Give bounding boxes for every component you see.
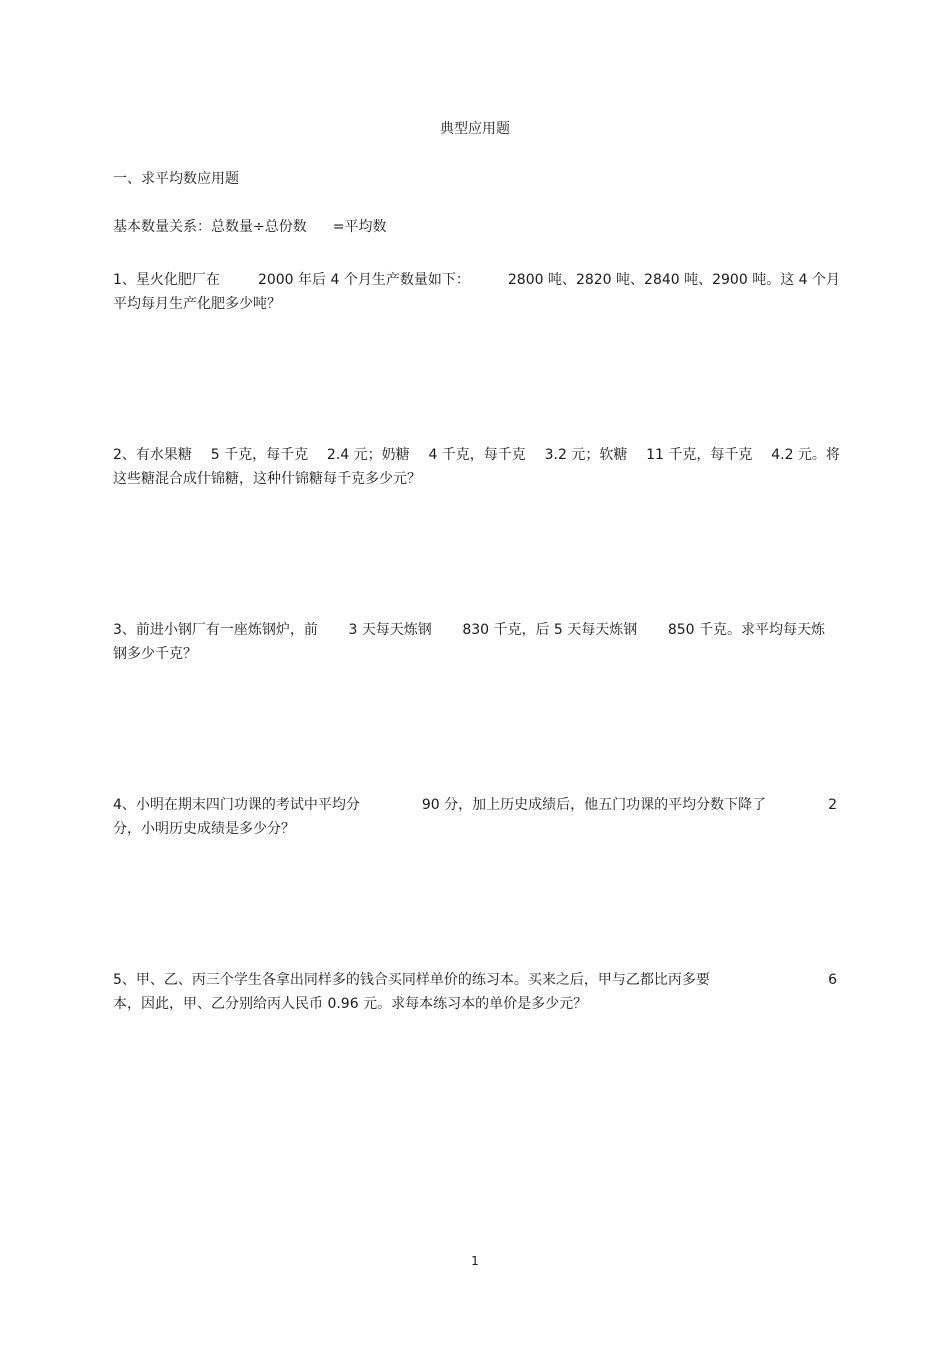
- problem-3-segment: 830 千克，后 5 天每天炼钢: [462, 622, 638, 638]
- problem-2-line-1: [113, 443, 840, 467]
- page-title: 典型应用题: [440, 121, 510, 137]
- problem-1-segment: 2000 年后 4 个月生产数量如下：: [257, 272, 470, 288]
- problem-5-line-1: [113, 968, 837, 992]
- problem-2-segment: 11 千克，每千克: [646, 447, 753, 463]
- relation-left: 基本数量关系：总数量÷总份数: [113, 219, 307, 235]
- problem-3-segment: 3 天每天炼钢: [348, 622, 432, 638]
- problem-5-segment: 6: [828, 972, 837, 988]
- problem-4-line-2: 分，小明历史成绩是多少分？: [113, 821, 295, 837]
- problem-1-segment: 2800 吨、2820 吨、2840 吨、2900 吨。这 4 个月: [507, 272, 840, 288]
- problem-1: [113, 268, 840, 316]
- problem-2: [113, 443, 840, 491]
- page-number: 1: [471, 1254, 479, 1268]
- problem-5: [113, 968, 840, 1016]
- problem-3-segment: 3、前进小钢厂有一座炼钢炉，前: [113, 622, 318, 638]
- problem-4-segment: 2: [828, 797, 837, 813]
- problem-1-line-1: [113, 268, 840, 292]
- problem-2-segment: 2.4 元；奶糖: [326, 447, 410, 463]
- problem-2-segment: 3.2 元；软糖: [544, 447, 628, 463]
- problem-4-segment: 90 分，加上历史成绩后，他五门功课的平均分数下降了: [421, 797, 767, 813]
- problem-1-line-2: 平均每月生产化肥多少吨？: [113, 296, 281, 312]
- problem-4: [113, 793, 840, 841]
- problem-5-line-2: 本，因此，甲、乙分别给丙人民币 0.96 元。求每本练习本的单价是多少元？: [113, 996, 588, 1012]
- problem-3-line-2: 钢多少千克？: [113, 646, 197, 662]
- problem-2-segment: 4 千克，每千克: [428, 447, 526, 463]
- problem-4-segment: 4、小明在期末四门功课的考试中平均分: [113, 797, 360, 813]
- problem-2-segment: 4.2 元。将: [771, 447, 840, 463]
- section-heading: 一、求平均数应用题: [113, 171, 239, 187]
- basic-relation: [113, 217, 386, 237]
- problem-2-segment: 5 千克，每千克: [210, 447, 309, 463]
- relation-right: =平均数: [332, 219, 387, 235]
- problem-5-segment: 5、甲、乙、丙三个学生各拿出同样多的钱合买同样单价的练习本。买来之后，甲与乙都比丙多要: [113, 972, 710, 988]
- problem-3-segment: 850 千克。求平均每天炼: [667, 622, 825, 638]
- problem-3: [113, 618, 840, 666]
- problem-1-segment: 1、星火化肥厂在: [113, 272, 220, 288]
- problem-2-segment: 2、有水果糖: [113, 447, 192, 463]
- problem-4-line-1: [113, 793, 837, 817]
- problem-2-line-2: 这些糖混合成什锦糖，这种什锦糖每千克多少元？: [113, 471, 421, 487]
- problem-3-line-1: [113, 618, 825, 642]
